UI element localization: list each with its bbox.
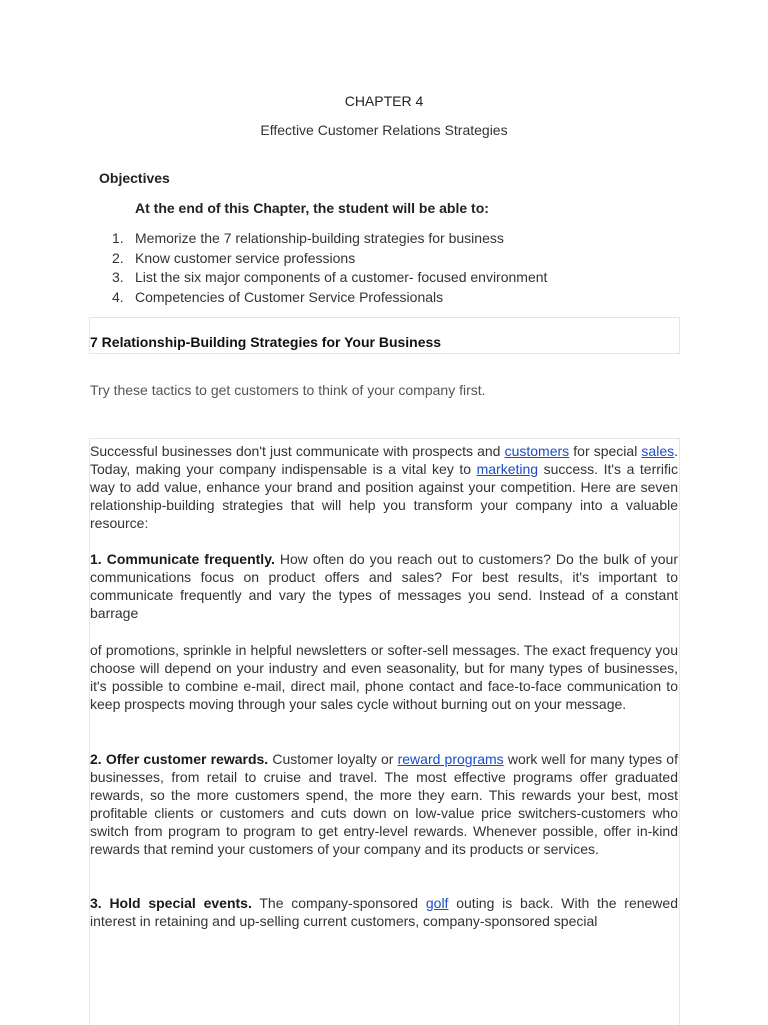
list-item-text: List the six major components of a customer- focused environment [135, 269, 548, 285]
strategy-heading: 2. Offer customer rewards. [90, 751, 269, 767]
paragraph-strategy-3 [90, 894, 678, 930]
section-heading: 7 Relationship-Building Strategies for Your Business [90, 334, 442, 350]
paragraph-strategy-1 [90, 550, 678, 622]
chapter-title: Effective Customer Relations Strategies [260, 122, 508, 138]
list-item [112, 249, 547, 269]
list-item-text: Memorize the 7 relationship-building strategies for business [135, 230, 504, 246]
list-item-text: Know customer service professions [135, 249, 356, 266]
list-item [112, 229, 547, 249]
text-run: for special [569, 443, 642, 459]
objectives-heading: Objectives [99, 170, 170, 186]
list-item-number: 1. [112, 230, 124, 246]
marketing-link[interactable]: marketing [476, 461, 539, 477]
text-run: Customer loyalty or [268, 751, 398, 767]
strategy-heading: 3. Hold special events. [90, 895, 252, 911]
customers-link[interactable]: customers [504, 443, 570, 459]
text-run: How often do you reach out to customers? Do the bulk of your communications focus on product offers and sales? For best results, it's important to communicate frequently and vary the types of messages you send. Instead of a constant barrage [90, 551, 678, 621]
list-item-number: 2. [112, 249, 124, 266]
section-divider [89, 353, 679, 354]
list-item [112, 288, 547, 308]
text-run: . Today, making your company indispensable is a vital key to [90, 443, 678, 477]
golf-link[interactable]: golf [425, 895, 449, 911]
paragraph-intro [90, 442, 678, 532]
list-item-number: 4. [112, 288, 124, 305]
text-run: success. It's a terrific way to add value, enhance your brand and position against your competition. Here are seven relationship-building strategies that will help you transform your company into a valuable resource: [90, 461, 679, 531]
text-run: The company-sponsored [251, 895, 426, 911]
text-run: work well for many types of businesses, from retail to cruise and travel. The most effective programs offer graduated rewards, so the more customers spend, the more they earn. This rewards your best, most profitable clients or customers and cuts down on low-value price switchers-customers who switch from program to program to get entry-level rewards. Whenever possible, offer in-kind rewards that remind your customers of your company and its products or services. [90, 751, 678, 857]
objectives-lead: At the end of this Chapter, the student will be able to: [135, 200, 489, 216]
reward-programs-link[interactable]: reward programs [397, 751, 504, 767]
paragraph-strategy-2 [90, 750, 678, 858]
paragraph-strategy-1-cont [90, 641, 678, 713]
list-item [112, 268, 547, 288]
list-item-text: Competencies of Customer Service Professionals [135, 288, 444, 305]
list-item-number: 3. [112, 269, 124, 285]
chapter-label: CHAPTER 4 [344, 93, 424, 109]
section-intro: Try these tactics to get customers to think of your company first. [90, 382, 486, 398]
objectives-list [112, 229, 547, 307]
sales-link[interactable]: sales [641, 443, 675, 459]
text-run: of promotions, sprinkle in helpful newsletters or softer-sell messages. The exact frequency you choose will depend on your industry and even seasonality, but for many types of businesses, it's possible to combine e-mail, direct mail, phone contact and face-to-face communication to keep prospects moving through your sales cycle without burning out on your message. [90, 642, 678, 712]
strategy-heading: 1. Communicate frequently. [90, 551, 275, 567]
text-run: outing is back. With the renewed interest in retaining and up-selling current customers, company-sponsored special [90, 895, 678, 929]
text-run: Successful businesses don't just communicate with prospects and [90, 443, 505, 459]
